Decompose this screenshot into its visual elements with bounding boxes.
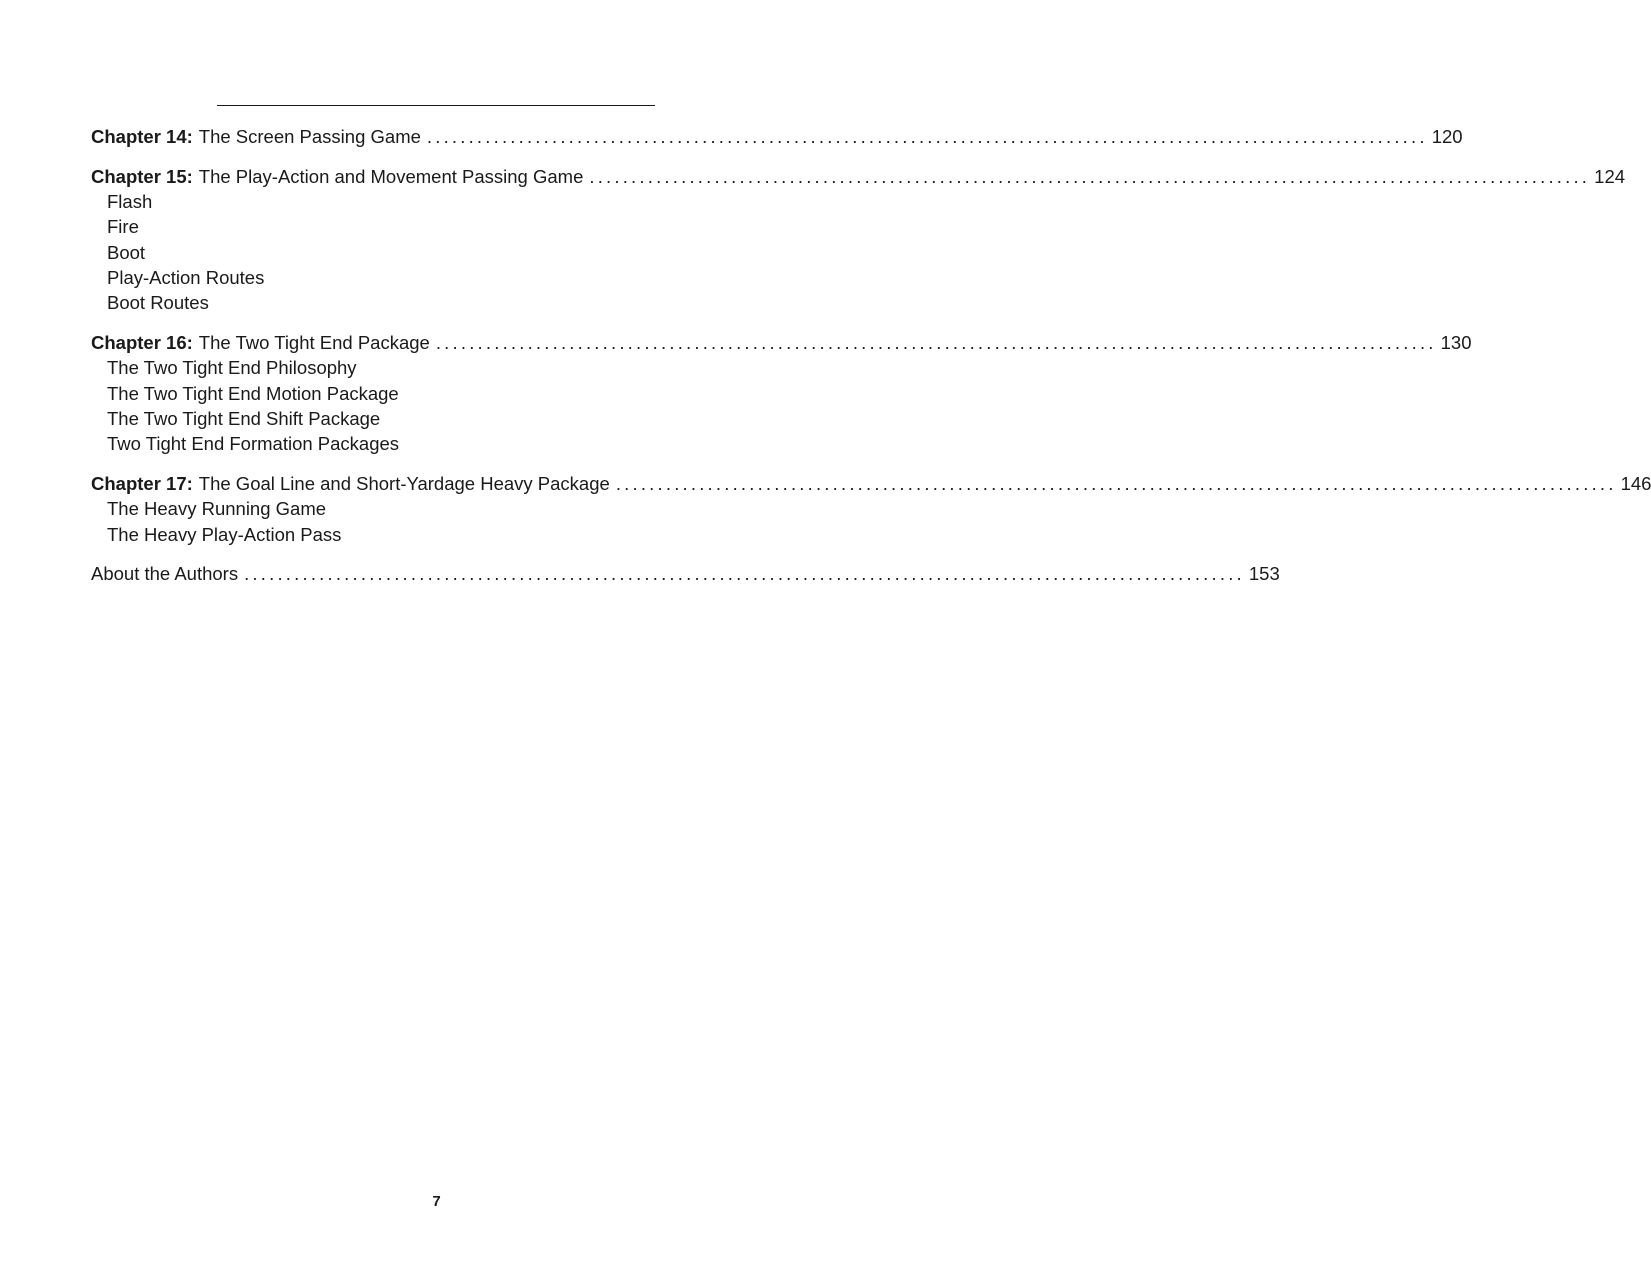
toc-subitem: Boot Routes — [107, 292, 209, 314]
toc-subitem: The Two Tight End Motion Package — [107, 382, 399, 404]
dot-leader: ........................................................................................................................ — [589, 165, 1591, 187]
page-number: 153 — [1248, 563, 1280, 585]
dot-leader: ........................................................................................................................ — [244, 563, 1245, 585]
dot-leader: ........................................................................................................................ — [615, 473, 1617, 495]
chapter-label: Chapter 16: — [91, 332, 193, 354]
toc-entry-line — [91, 561, 1280, 586]
toc-entry-line — [91, 164, 1626, 189]
dot-leader: ........................................................................................................................ — [435, 332, 1437, 354]
toc-subitem: Fire — [107, 216, 139, 238]
toc-subitem: The Heavy Running Game — [107, 498, 327, 520]
toc-entry-chapter-14 — [91, 124, 1463, 149]
entry-title: About the Authors — [91, 563, 239, 585]
toc-entry-chapter-15 — [91, 164, 1626, 316]
chapter-title: The Play-Action and Movement Passing Game — [198, 165, 584, 187]
toc-subitem: Flash — [107, 191, 153, 213]
chapter-label: Chapter 15: — [91, 165, 193, 187]
toc-entry-line — [91, 471, 1651, 496]
table-of-contents — [91, 124, 1651, 601]
chapter-title: The Screen Passing Game — [198, 126, 421, 147]
page-number: 120 — [1431, 126, 1463, 147]
chapter-label: Chapter 14: — [91, 126, 193, 147]
toc-entry-line — [91, 124, 1463, 149]
toc-subitem: The Two Tight End Philosophy — [107, 357, 357, 379]
page-folio: 7 — [432, 1193, 441, 1210]
chapter-title: The Two Tight End Package — [198, 332, 430, 354]
toc-entry-chapter-16 — [91, 330, 1472, 456]
toc-subitem: The Two Tight End Shift Package — [107, 407, 381, 429]
toc-subitem: Play-Action Routes — [107, 266, 265, 288]
chapter-title: The Goal Line and Short-Yardage Heavy Package — [198, 473, 610, 495]
page-number: 124 — [1594, 165, 1626, 187]
header-rule — [217, 105, 655, 106]
toc-entry-chapter-17 — [91, 471, 1651, 547]
toc-subitem: Boot — [107, 241, 146, 263]
toc-entry-about-authors — [91, 561, 1280, 586]
page-number: 130 — [1440, 332, 1472, 354]
dot-leader: ........................................................................................................................ — [426, 126, 1428, 147]
toc-subitem: The Heavy Play-Action Pass — [107, 523, 342, 545]
toc-subitem: Two Tight End Formation Packages — [107, 433, 400, 455]
page-number: 146 — [1620, 473, 1651, 495]
chapter-label: Chapter 17: — [91, 473, 193, 495]
toc-entry-line — [91, 330, 1472, 355]
